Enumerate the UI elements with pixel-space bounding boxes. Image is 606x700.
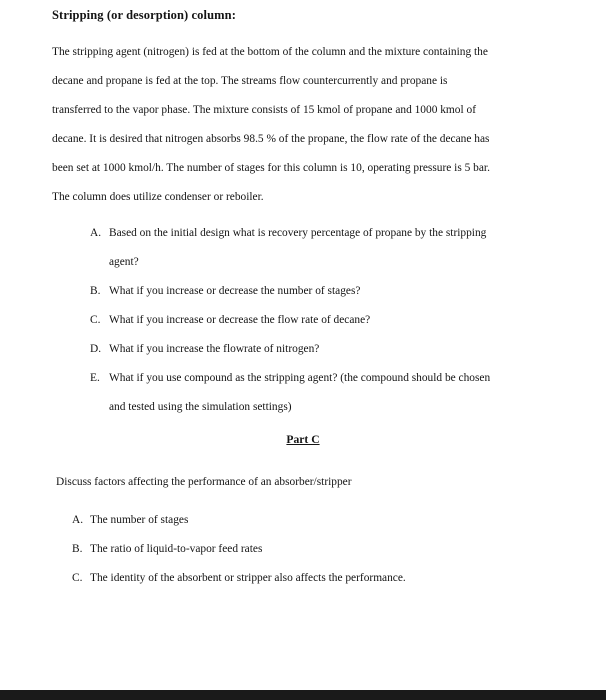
part-c-title: Part C — [286, 433, 320, 446]
paragraph-line: decane. It is desired that nitrogen absorbs 98.5 % of the propane, the flow rate of the decane has — [52, 133, 490, 145]
bottom-edge-bar — [0, 690, 606, 700]
question-text-line: What if you increase the flowrate of nitrogen? — [109, 343, 320, 355]
questions-list — [90, 219, 550, 422]
section-heading: Stripping (or desorption) column: — [52, 8, 236, 22]
problem-paragraph — [52, 38, 552, 212]
list-marker: D. — [90, 343, 102, 355]
factor-text: The number of stages — [90, 514, 189, 526]
question-text-line: Based on the initial design what is recovery percentage of propane by the stripping — [109, 227, 487, 239]
list-marker: A. — [72, 514, 84, 526]
question-text-line: agent? — [109, 256, 139, 268]
question-item-e — [90, 364, 550, 422]
paragraph-line: transferred to the vapor phase. The mixture consists of 15 kmol of propane and 1000 kmol of — [52, 104, 476, 116]
question-item-c — [90, 306, 550, 335]
paragraph-line: decane and propane is fed at the top. The streams flow countercurrently and propane is — [52, 75, 448, 87]
question-text-line: What if you increase or decrease the number of stages? — [109, 285, 361, 297]
question-item-a — [90, 219, 550, 277]
factors-list — [72, 506, 552, 593]
factor-item-c — [72, 564, 552, 593]
question-text-line: What if you use compound as the stripping agent? (the compound should be chosen — [109, 372, 491, 384]
factor-text: The ratio of liquid-to-vapor feed rates — [90, 543, 263, 555]
list-marker: C. — [90, 314, 101, 326]
list-marker: E. — [90, 372, 100, 384]
list-marker: B. — [90, 285, 101, 297]
discuss-prompt: Discuss factors affecting the performance of an absorber/stripper — [56, 476, 352, 488]
factor-item-b — [72, 535, 552, 564]
factor-text: The identity of the absorbent or stripper also affects the performance. — [90, 572, 406, 584]
question-text-line: and tested using the simulation settings) — [109, 401, 292, 413]
paragraph-line: The stripping agent (nitrogen) is fed at the bottom of the column and the mixture containing the — [52, 46, 488, 58]
list-marker: C. — [72, 572, 83, 584]
list-marker: B. — [72, 543, 83, 555]
paragraph-line: The column does utilize condenser or reboiler. — [52, 191, 264, 203]
question-item-d — [90, 335, 550, 364]
question-text-line: What if you increase or decrease the flow rate of decane? — [109, 314, 371, 326]
factor-item-a — [72, 506, 552, 535]
list-marker: A. — [90, 227, 102, 239]
paragraph-line: been set at 1000 kmol/h. The number of stages for this column is 10, operating pressure is 5 bar. — [52, 162, 490, 174]
question-item-b — [90, 277, 550, 306]
